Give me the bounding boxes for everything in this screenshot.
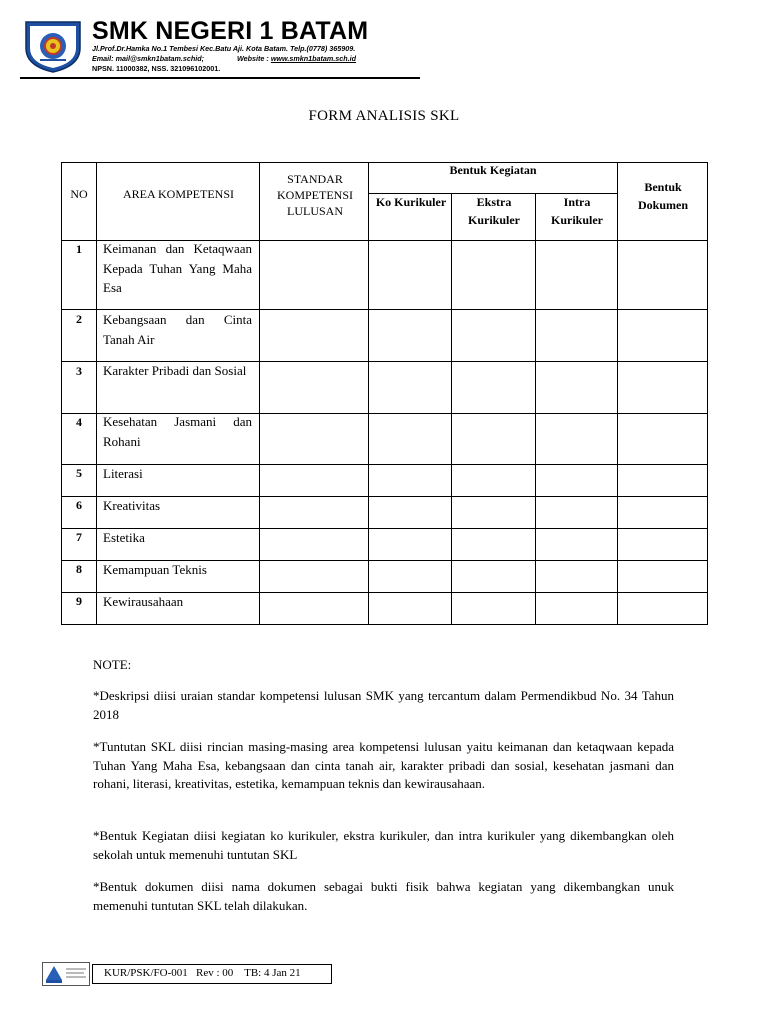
note-item: *Bentuk Kegiatan diisi kegiatan ko kurikuler, ekstra kurikuler, dan intra kurikuler yang dikembangkan oleh sekolah untuk memenuhi tuntutan SKL: [93, 828, 674, 862]
row-area-kompetensi: Kewirausahaan: [103, 594, 184, 609]
row-no: 6: [76, 498, 82, 512]
row-no: 8: [76, 562, 82, 576]
header-bentuk-kegiatan: Bentuk Kegiatan: [449, 163, 537, 177]
document-code: [104, 967, 301, 979]
header-ko-kurikuler: Ko Kurikuler: [375, 195, 447, 209]
row-no: 5: [76, 466, 82, 480]
row-no: 1: [76, 242, 82, 256]
row-no: 4: [76, 415, 82, 429]
row-area-kompetensi: Kreativitas: [103, 498, 161, 513]
row-area-kompetensi: Keimanan dan Ketaqwaan Kepada Tuhan Yang Maha Esa: [103, 241, 252, 295]
school-website: Website : www.smkn1batam.sch.id: [237, 54, 357, 63]
row-area-kompetensi: Estetika: [103, 530, 145, 545]
header-no: NO: [70, 187, 88, 201]
school-address: Jl.Prof.Dr.Hamka No.1 Tembesi Kec.Batu Aji. Kota Batam. Telp.(0778) 365909.: [92, 44, 356, 53]
note-item: *Bentuk dokumen diisi nama dokumen sebagai bukti fisik bahwa kegiatan yang dikembangkan unuk memenuhi tuntutan SKL telah dilakukan.: [93, 879, 674, 913]
row-no: 2: [76, 312, 82, 326]
tb-date: TB: 4 Jan 21: [244, 967, 301, 979]
row-no: 9: [76, 594, 82, 608]
row-area-kompetensi: Literasi: [103, 466, 143, 481]
row-area-kompetensi: Karakter Pribadi dan Sosial: [103, 363, 247, 378]
header-intra-kurikuler: Intra Kurikuler: [550, 195, 603, 227]
note-item: *Tuntutan SKL diisi rincian masing-masing area kompetensi lulusan yaitu keimanan dan ketaqwaan kepada Tuhan Yang Maha Esa, kebangsaan dan cinta tanah air, karakter pribadi dan sosial, kesehatan jasmani dan rohani, literasi, kreativitas, estetika, kemampuan teknis dan kewirausahaan.: [93, 739, 674, 791]
website-link[interactable]: www.smkn1batam.sch.id: [270, 54, 357, 63]
school-logo: [20, 18, 86, 74]
certification-badge-icon: [42, 962, 90, 986]
header-bentuk-dokumen: Bentuk Dokumen: [637, 180, 688, 212]
form-code: KUR/PSK/FO-001: [104, 967, 188, 979]
school-npsn: NPSN. 11000382, NSS. 321096102001.: [92, 64, 221, 73]
school-email: Email: mail@smkn1batam.schid;: [92, 54, 205, 63]
header-area-kompetensi: AREA KOMPETENSI: [122, 187, 234, 201]
header-divider: [20, 77, 420, 79]
school-name: SMK NEGERI 1 BATAM: [92, 17, 369, 45]
row-area-kompetensi: Kesehatan Jasmani dan Rohani: [103, 414, 252, 449]
row-no: 3: [76, 364, 82, 378]
note-item: *Deskripsi diisi uraian standar kompetensi lulusan SMK yang tercantum dalam Permendikbud No. 34 Tahun 2018: [93, 688, 674, 722]
note-label: NOTE:: [93, 657, 132, 672]
row-no: 7: [76, 530, 82, 544]
header-ekstra-kurikuler: Ekstra Kurikuler: [467, 195, 520, 227]
school-contact: [92, 54, 357, 63]
row-area-kompetensi: Kemampuan Teknis: [103, 562, 207, 577]
skl-table-grid: [61, 162, 708, 625]
row-area-kompetensi: Kebangsaan dan Cinta Tanah Air: [103, 312, 252, 347]
header-standar-kompetensi: STANDAR KOMPETENSI LULUSAN: [276, 172, 353, 218]
revision: Rev : 00: [196, 967, 234, 979]
form-title: FORM ANALISIS SKL: [308, 108, 460, 124]
